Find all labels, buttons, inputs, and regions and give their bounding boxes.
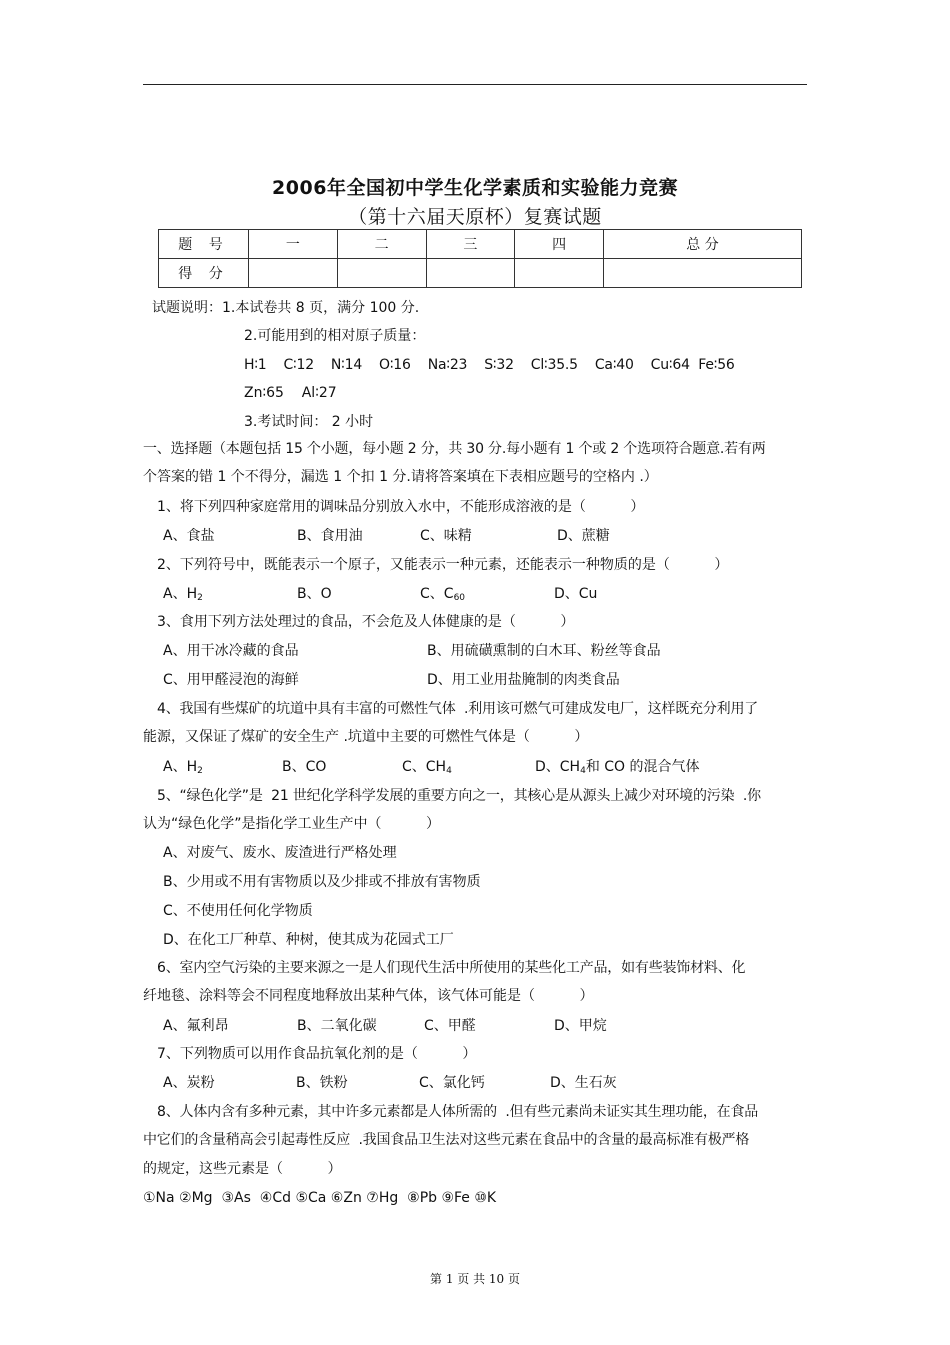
exam-title-text: 年全国初中学生化学素质和实验能力竞赛 — [326, 177, 678, 199]
score-cell — [604, 259, 802, 288]
option-d: D、甲烷 — [554, 1018, 607, 1034]
option-a — [163, 757, 203, 777]
question-stem: 的规定，这些元素是（ ） — [143, 1161, 342, 1177]
option-d-rest: 和 CO 的混合气体 — [585, 759, 700, 775]
question-stem: 8、人体内含有多种元素，其中许多元素都是人体所需的 .但有些元素尚未证实其生理功能，在食品 — [157, 1104, 759, 1120]
question-stem: 3、食用下列方法处理过的食品，不会危及人体健康的是（ ） — [157, 614, 575, 630]
option-d — [535, 757, 700, 777]
option-a: A、对废气、废水、废渣进行严格处理 — [163, 845, 397, 861]
option-d-text: D、CH — [535, 759, 581, 775]
subscript: 60 — [453, 593, 466, 603]
subscript: 2 — [197, 593, 203, 603]
section-intro: 个答案的错 1 个不得分，漏选 1 个扣 1 分.请将答案填在下表相应题号的空格内 .） — [143, 469, 658, 485]
option-c: C、甲醛 — [424, 1018, 476, 1034]
score-table — [158, 229, 802, 288]
instructions-line: 2.可能用到的相对原子质量： — [244, 328, 426, 344]
option-a-text: A、H — [163, 586, 198, 602]
option-b: B、用硫磺熏制的白木耳、粉丝等食品 — [427, 643, 661, 659]
option-c: C、不使用任何化学物质 — [163, 903, 313, 919]
option-c: C、用甲醛浸泡的海鲜 — [163, 672, 299, 688]
option-a: A、炭粉 — [163, 1075, 215, 1091]
question-stem: 认为“绿色化学”是指化学工业生产中（ ） — [143, 816, 441, 832]
option-c-text: C、C — [420, 586, 454, 602]
option-d: D、蔗糖 — [557, 528, 610, 544]
option-c: C、味精 — [420, 528, 472, 544]
question-stem: 6、室内空气污染的主要来源之一是人们现代生活中所使用的某些化工产品，如有些装饰材料、化 — [157, 960, 746, 976]
question-stem: 4、我国有些煤矿的坑道中具有丰富的可燃性气体 .利用该可燃气可建成发电厂，这样既充分利用了 — [157, 701, 759, 717]
score-cell — [515, 259, 604, 288]
option-d: D、用工业用盐腌制的肉类食品 — [427, 672, 620, 688]
question-stem: 5、“绿色化学”是 21 世纪化学科学发展的重要方向之一，其核心是从源头上减少对环境的污染 .你 — [157, 788, 761, 804]
option-b: B、二氧化碳 — [297, 1018, 377, 1034]
score-cell — [249, 259, 338, 288]
header-rule — [143, 84, 807, 85]
option-c — [420, 584, 465, 604]
subscript: 4 — [446, 766, 452, 776]
score-table-header-cell: 四 — [515, 230, 604, 259]
option-a: A、用干冰冷藏的食品 — [163, 643, 299, 659]
question-stem: 7、下列物质可以用作食品抗氧化剂的是（ ） — [157, 1046, 477, 1062]
score-table-header-cell: 题 号 — [159, 230, 249, 259]
atomic-mass-list: Zn∶65 Al∶27 — [244, 385, 337, 401]
option-a: A、食盐 — [163, 528, 215, 544]
option-b: B、铁粉 — [296, 1075, 348, 1091]
option-b: B、少用或不用有害物质以及少排或不排放有害物质 — [163, 874, 481, 890]
score-table-header-cell: 一 — [249, 230, 338, 259]
question-stem: 纤地毯、涂料等会不同程度地释放出某种气体，该气体可能是（ ） — [143, 988, 594, 1004]
section-intro: 一、选择题（本题包括 15 个小题，每小题 2 分，共 30 分.每小题有 1 个或 2 个选项符合题意.若有两 — [143, 441, 766, 457]
subscript: 4 — [580, 766, 586, 776]
element-list: ①Na ②Mg ③As ④Cd ⑤Ca ⑥Zn ⑦Hg ⑧Pb ⑨Fe ⑩K — [143, 1190, 497, 1206]
score-table-header-cell: 总 分 — [604, 230, 802, 259]
question-stem: 能源，又保证了煤矿的安全生产 .坑道中主要的可燃性气体是（ ） — [143, 729, 589, 745]
score-table-score-row — [159, 259, 802, 288]
instructions-line: 3.考试时间： 2 小时 — [244, 414, 374, 430]
option-d: D、生石灰 — [550, 1075, 617, 1091]
subscript: 2 — [197, 766, 203, 776]
option-c: C、氯化钙 — [419, 1075, 485, 1091]
option-c-text: C、CH — [402, 759, 447, 775]
option-b: B、O — [297, 586, 332, 602]
page-footer: 第 1 页 共 10 页 — [430, 1272, 520, 1286]
instructions-line: 试题说明：1.本试卷共 8 页，满分 100 分. — [152, 300, 420, 316]
option-d: D、在化工厂种草、种树，使其成为花园式工厂 — [163, 932, 454, 948]
question-stem: 2、下列符号中，既能表示一个原子，又能表示一种元素，还能表示一种物质的是（ ） — [157, 557, 729, 573]
score-table-header-row — [159, 230, 802, 259]
score-cell — [337, 259, 426, 288]
option-b: B、食用油 — [297, 528, 363, 544]
option-a — [163, 584, 203, 604]
score-table-score-label: 得 分 — [159, 259, 249, 288]
option-a: A、氟利昂 — [163, 1018, 229, 1034]
question-stem: 1、将下列四种家庭常用的调味品分别放入水中，不能形成溶液的是（ ） — [157, 499, 645, 515]
exam-title-year: 2006 — [272, 177, 327, 199]
score-cell — [426, 259, 515, 288]
option-c — [402, 757, 452, 777]
question-stem: 中它们的含量稍高会引起毒性反应 .我国食品卫生法对这些元素在食品中的含量的最高标准有极严格 — [143, 1132, 750, 1148]
option-d: D、Cu — [554, 586, 598, 602]
option-b: B、CO — [282, 759, 327, 775]
option-a-text: A、H — [163, 759, 198, 775]
atomic-mass-list: H∶1 C∶12 N∶14 O∶16 Na∶23 S∶32 Cl∶35.5 Ca∶40 Cu∶64 Fe∶56 — [244, 357, 735, 373]
exam-title — [143, 173, 807, 200]
exam-subtitle: （第十六届天原杯）复赛试题 — [348, 206, 602, 228]
score-table-header-cell: 二 — [337, 230, 426, 259]
score-table-header-cell: 三 — [426, 230, 515, 259]
